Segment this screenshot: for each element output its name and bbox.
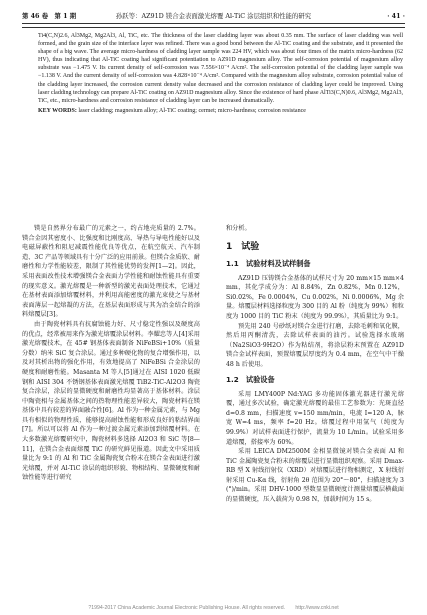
keywords-text: laser cladding; magnesium alloy; Al-TiC coating; cermet; micro-hardness; corrosion resistance	[78, 107, 306, 114]
running-header	[22, 10, 405, 22]
english-abstract	[38, 32, 403, 115]
equipment-paragraph-2: 采用 LEICA DM2500M 金相显微镜对镁合金表面 Al 和 TiC 金属陶瓷复合粉末的熔覆层进行显微组织观察。采用 Dmax-RB 型 X 射线衍射仪（XRD）对熔覆层进行物相测定，X 射线衍射采用 Cu-Kα 线，衍射角 2θ 范围为 20°～80°，扫描速度为 3 (°)/min。采用 DHV-1000 型数显显微硬度计测量熔覆层横截面的显微硬度，压入载荷为 0.98 N，加载时间为 15 s。	[226, 448, 404, 504]
left-column	[22, 224, 200, 483]
intro-paragraph-2: 由于陶瓷材料具有抗腐蚀能力好、尺寸稳定性强以及硬度高的优点，经常被用来作为激光熔覆涂层材料。李耀忠等人[4]采用激光熔覆技术，在 45# 钢基体表面制备 NiFeBSi+10%（质量分数）纳米 SiC 复合涂层。通过多种硬化物的复合增强作用，以及对其析出物的强化作用，有效地提高了 NiFeBSi 合金涂层的硬度和耐磨性能。Masanta M 等人[5]通过在 AISI 1020 低碳钢和 AISI 304 不锈钢基体表面激光熔覆 TiB2-TiC-Al2O3 陶瓷复合涂层，涂层的显微硬度和耐磨性均显著高于基体材料。涂层中陶瓷相与金属基体之间的热物理性能差异较大，陶瓷材料在镁基体中具有较差的界面融合性[6]。Al 作为一种金属元素，与 Mg 具有相似的物理性质，能够提高耐蚀性能和形成良好的粘结界面[7]。所以可以将 Al 作为一种过渡金属元素添加到熔覆材料。在大多数激光熔覆研究中，陶瓷材料多选择 Al2O3 和 SiC 等[8—11]，在镁合金表面熔覆 TiC 的研究鲜见报道。因此文中采用质量比为 9:1 的 Al 和 TiC 金属陶瓷复合粉末在镁合金表面进行激光熔覆，并对 Al-TiC 涂层的组织形貌、物相结构、显微硬度和耐蚀性能等进行研究	[22, 320, 200, 482]
materials-paragraph-2: 预先用 240 号砂纸对镁合金进行打磨，去除毛刺和氧化膜，然后用丙酮清洗，去除试样表面的油污。试验选择水玻璃（Na2SiO3·9H2O）作为粘结剂，将涂层粉末预置在 AZ91D 镁合金试样表面，预置熔覆层厚度约为 0.4 mm，在空气中干燥 48 h 后使用。	[226, 322, 404, 368]
equipment-paragraph-1: 采用 LMY400P Nd:YAG 多功能固体激光器进行激光熔覆，通过多次试验，确定激光熔覆的最佳工艺参数为：光斑直径 d=0.8 mm，扫描速度 v=150 mm/min，电流 I=120 A，脉宽 W=4 ms，频率 f=20 Hz。熔覆过程中用氩气（纯度为 99.9%）对试样表面进行保护，流量为 10 L/min。试验采用多道熔覆，搭接率为 60%。	[226, 390, 404, 446]
materials-paragraph-1: AZ91D 压铸镁合金基体的试样尺寸为 20 mm×15 mm×4 mm，其化学成分为：Al 8.84%，Zn 0.82%，Mn 0.12%，Si0.02%，Fe 0.0004%，Cu 0.002%，Ni 0.0006%，Mg 余量。熔覆层材料选择粒度为 300 目的 Al 粉（纯度为 99%）和粒度为 1000 目的 TiC 粉末（纯度为 99.9%），其质量比为 9:1。	[226, 274, 404, 320]
header-rule	[22, 23, 405, 28]
keywords-label: KEY WORDS:	[38, 107, 77, 114]
subsection-title-materials: 1.1 试验材料及试样制备	[226, 258, 311, 268]
intro-tail: 和分析。	[226, 225, 251, 232]
section-title-experiment: 1 试验	[226, 241, 260, 252]
right-column	[226, 224, 404, 505]
copyright-footer: ?1994-2017 China Academic Journal Electronic Publishing House. All rights reserved. http://www.cnki.net	[88, 605, 339, 611]
page-number: · 41 ·	[387, 12, 405, 20]
abstract-text: Ti4(C,N)2.6, Al3Mg2, Mg2Al3, Al, TiC, etc. The thickness of the laser cladding layer was about 0.35 mm. The surface of laser cladding was well formed, and the grain size of the interface layer was refined. There was a good bond between the Al-TiC coating and the substrate, and it presented the shape of a big wave. The average micro-hardness of cladding layer sample was 224 HV, which was about four times of the matrix micro-hardness (62 HV), thus indicating that Al-TiC coating had significant potentiation to AZ91D magnesium alloy. The self-corrosion potential of magnesium alloy substrate was −1.475 V. Its current density of self-corrosion was 7.556×10⁻⁴ A/cm². The self-corrosion potential of the cladding layer sample was −1.138 V. And the current density of self-corrosion was 4.828×10⁻⁴ A/cm². Compared with the magnesium alloy substrate, corrosion potential value of the cladding layer increased, the corrosion current density value decreased and the corrosion resistance of cladding layer could be improved. Using laser cladding technology can prepare Al-TiC coating on AZ91D magnesium alloy. Since the existence of hard phase AlTi3(C,N)0.6, Al3Mg2, Mg2Al3, TiC, etc., micro-hardness and corrosion resistance of cladding layer can be increased dramatically.	[38, 33, 403, 104]
keywords-line	[38, 107, 403, 115]
subsection-title-equipment: 1.2 试验设备	[226, 374, 275, 384]
volume-issue: 第 46 卷 第 1 期	[22, 12, 77, 20]
intro-paragraph-1: 镁是自然界分布最广的元素之一，约占地壳质量的 2.7%。镁合金因其密度小、比强度和比刚度高、导热与导电性能好以及电磁屏蔽性和阻尼减震性能优良等优点，在航空航天、汽车制造、3C 产品等领域具有十分广泛的应用前景。但镁合金质软、耐磨性和力学性能较差，限制了其性能优势的发挥[1—2]。因此，采用表面改性技术增强镁合金表面力学性能和耐蚀性能具有重要的现实意义。激光熔覆是一种新型的激光表面处理技术，它通过在基材表面添加熔覆材料，并利用高能密度的激光束使之与基材表面薄层一起熔凝的方法，在基层表面形成与其为冶金结合的添料熔覆层[3]。	[22, 225, 200, 319]
running-title: 孙跃等：AZ91D 镁合金表面激光熔覆 Al-TiC 涂层组织和性能的研究	[115, 12, 312, 20]
